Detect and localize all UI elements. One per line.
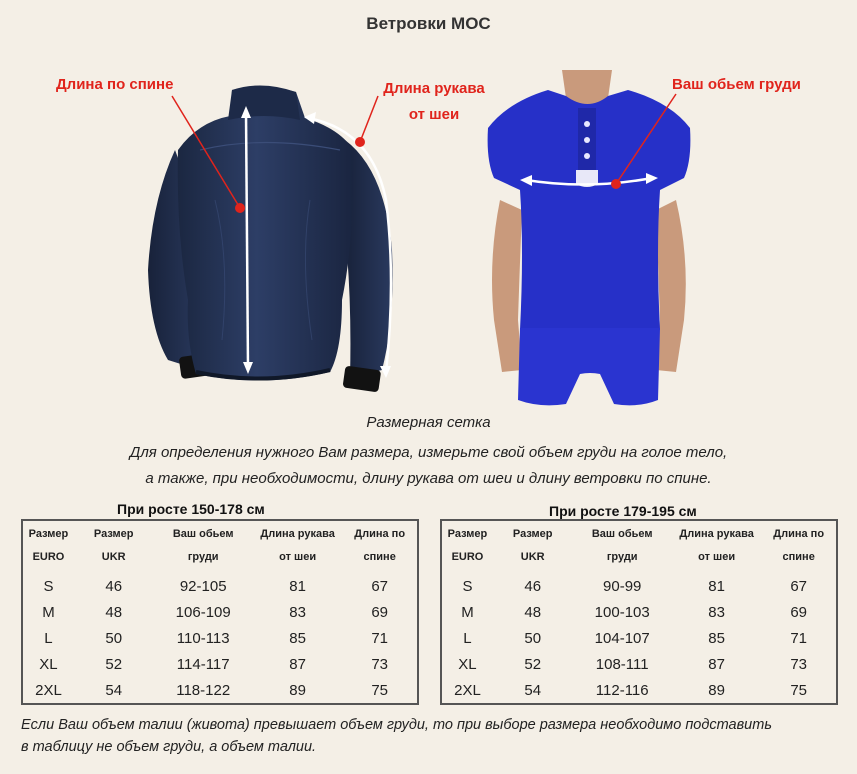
table-row (22, 677, 418, 704)
cell-ukr: 54 (105, 681, 123, 699)
cell-euro: XL (458, 655, 477, 673)
callout-sleeve-line1: Длина рукава (383, 80, 485, 97)
cell-ukr: 46 (105, 577, 123, 595)
header-size-euro: Размер EURO (447, 528, 488, 563)
cell-back: 73 (790, 655, 808, 673)
cell-back: 73 (371, 655, 389, 673)
cell-ukr: 52 (524, 655, 542, 673)
callout-back-length: Длина по спине (56, 76, 174, 93)
cell-chest: 118-122 (176, 681, 231, 699)
cell-sleeve: 85 (708, 629, 725, 647)
cell-euro: S (462, 577, 473, 595)
cell-ukr: 50 (524, 629, 542, 647)
header-back: Длина по спине (773, 528, 825, 563)
size-table-179-195 (440, 519, 838, 705)
footnote (21, 714, 851, 758)
cell-sleeve: 87 (708, 655, 725, 673)
cell-chest: 106-109 (175, 603, 231, 621)
cell-euro: 2XL (454, 681, 481, 699)
header-back: Длина по спине (354, 528, 406, 563)
cell-back: 67 (790, 577, 808, 595)
instruction-line-2: а также, при необходимости, длину рукава от шеи и длину ветровки по спине. (145, 470, 712, 487)
page-title: Ветровки МОС (366, 14, 491, 33)
cell-back: 71 (790, 629, 808, 647)
cell-sleeve: 87 (289, 655, 306, 673)
instruction-line-1: Для определения нужного Вам размера, измерьте свой объем груди на голое тело, (129, 444, 728, 461)
cell-chest: 110-113 (176, 629, 230, 647)
table-row (22, 599, 418, 625)
cell-euro: 2XL (35, 681, 62, 699)
table-header-row (441, 520, 837, 573)
table-row (441, 677, 837, 704)
header-sleeve: Длина рукава от шеи (260, 528, 335, 563)
cell-chest: 112-116 (595, 681, 649, 699)
table-row (22, 651, 418, 677)
table-row (441, 651, 837, 677)
cell-sleeve: 81 (708, 577, 725, 595)
cell-chest: 90-99 (603, 577, 642, 595)
header-size-ukr: Размер UKR (512, 528, 553, 563)
cell-ukr: 52 (105, 655, 123, 673)
grid-caption: Размерная сетка (366, 414, 491, 431)
footnote-line-1: Если Ваш объем талии (живота) превышает объем груди, то при выборе размера необходимо подставить (21, 717, 772, 733)
header-sleeve: Длина рукава от шеи (679, 528, 754, 563)
cell-chest: 108-111 (595, 655, 649, 673)
cell-sleeve: 89 (708, 681, 725, 699)
cell-ukr: 48 (524, 603, 542, 621)
header-size-ukr: Размер UKR (93, 528, 134, 563)
cell-back: 71 (371, 629, 389, 647)
cell-euro: XL (39, 655, 58, 673)
cell-euro: M (461, 603, 474, 621)
table-row (22, 573, 418, 599)
header-chest: Ваш обьем груди (172, 528, 234, 563)
cell-back: 69 (790, 603, 808, 621)
size-table-150-178 (21, 519, 419, 705)
cell-chest: 104-107 (594, 629, 650, 647)
callout-sleeve-line2: от шеи (408, 106, 460, 123)
cell-back: 67 (371, 577, 389, 595)
cell-back: 75 (790, 681, 808, 699)
header-size-euro: Размер EURO (28, 528, 69, 563)
table-header-row (22, 520, 418, 573)
table-2-heading: При росте 179-195 см (549, 503, 697, 519)
cell-chest: 114-117 (176, 655, 230, 673)
cell-sleeve: 89 (289, 681, 306, 699)
cell-euro: M (42, 603, 55, 621)
table-1-heading: При росте 150-178 см (117, 501, 265, 517)
footnote-line-2: в таблицу не объем груди, а объем талии. (21, 739, 317, 755)
cell-sleeve: 85 (289, 629, 306, 647)
cell-euro: S (43, 577, 54, 595)
table-row (441, 599, 837, 625)
table-row (441, 573, 837, 599)
cell-back: 69 (371, 603, 389, 621)
cell-back: 75 (371, 681, 389, 699)
table-row (22, 625, 418, 651)
cell-chest: 92-105 (179, 577, 227, 595)
cell-euro: L (463, 629, 472, 647)
cell-sleeve: 83 (708, 603, 725, 621)
cell-ukr: 50 (105, 629, 123, 647)
table-row (441, 625, 837, 651)
cell-ukr: 46 (524, 577, 542, 595)
cell-chest: 100-103 (594, 603, 650, 621)
cell-euro: L (44, 629, 53, 647)
cell-ukr: 54 (524, 681, 542, 699)
callout-chest: Ваш обьем груди (672, 76, 801, 93)
header-chest: Ваш обьем груди (591, 528, 653, 563)
cell-ukr: 48 (105, 603, 123, 621)
cell-sleeve: 81 (289, 577, 306, 595)
cell-sleeve: 83 (289, 603, 306, 621)
